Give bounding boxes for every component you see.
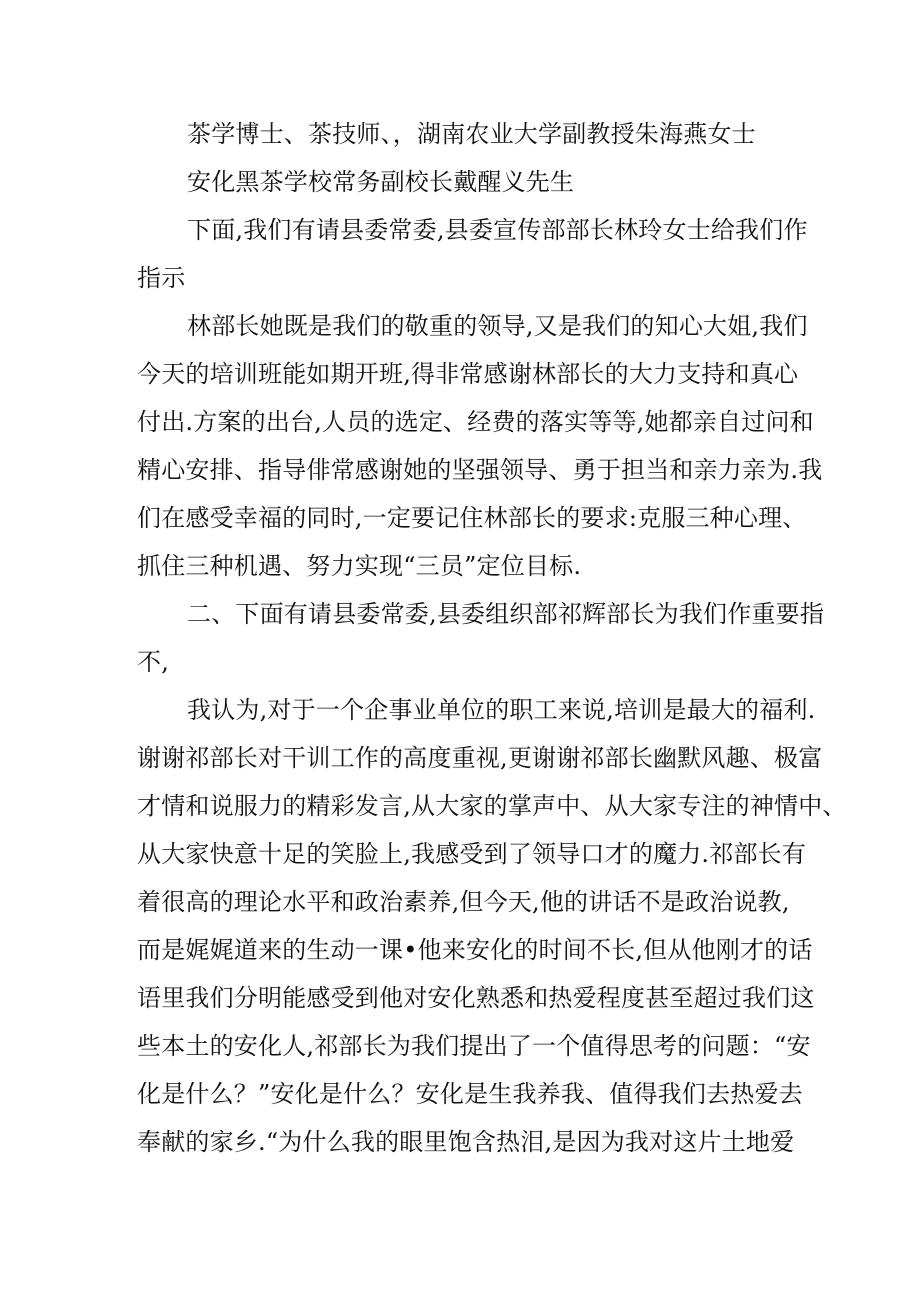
text-line-18: 而是娓娓道来的生动一课•他来安化的时间不长,但从他刚才的话 [137,936,813,964]
text-line-5: 林部长她既是我们的敬重的领导,又是我们的知心大姐,我们 [187,312,808,340]
text-line-22: 奉献的家乡.“为什么我的眼里饱含热泪,是因为我对这片土地爱 [137,1128,795,1156]
text-line-15: 才情和说服力的精彩发言,从大家的掌声中、从大家专注的神情中、 [137,792,847,820]
text-line-14: 谢谢祁部长对干训工作的高度重视,更谢谢祁部长幽默风趣、极富 [137,744,823,772]
text-line-4: 指示 [137,264,186,292]
text-line-7: 付出.方案的出台,人员的选定、经费的落实等等,她都亲自过问和 [137,408,814,436]
text-line-13: 我认为,对于一个企事业单位的职工来说,培训是最大的福利. [187,696,816,724]
text-line-21: 化是什么？”安化是什么？安化是生我养我、值得我们去热爱去 [137,1080,803,1108]
text-line-1: 茶学博士、茶技师、，湖南农业大学副教授朱海燕女士 [187,120,756,148]
text-line-11: 二、下面有请县委常委,县委组织部祁辉部长为我们作重要指 [187,600,825,628]
text-line-19: 语里我们分明能感受到他对安化熟悉和热爱程度甚至超过我们这 [137,984,815,1012]
text-line-10: 抓住三种机遇、努力实现“三员”定位目标. [137,552,582,580]
text-line-20: 些本土的安化人,祁部长为我们提出了一个值得思考的问题：“安 [137,1032,811,1060]
text-line-8: 精心安排、指导俳常感谢她的坚强领导、勇于担当和亲力亲为.我 [137,456,823,484]
text-line-17: 着很高的理论水平和政治素养,但今天,他的讲话不是政治说教, [137,888,790,916]
text-line-9: 们在感受幸福的同时,一定要记住林部长的要求:克服三种心理、 [137,504,807,532]
text-line-16: 从大家快意十足的笑脸上,我感受到了领导口才的魔力.祁部长有 [137,840,807,868]
text-line-12: 不, [137,648,170,676]
text-line-3: 下面,我们有请县委常委,县委宣传部部长林玲女士给我们作 [187,216,808,244]
text-line-6: 今天的培训班能如期开班,得非常感谢林部长的大力支持和真心 [137,360,799,388]
text-line-2: 安化黑茶学校常务副校长戴醒义先生 [187,168,575,196]
